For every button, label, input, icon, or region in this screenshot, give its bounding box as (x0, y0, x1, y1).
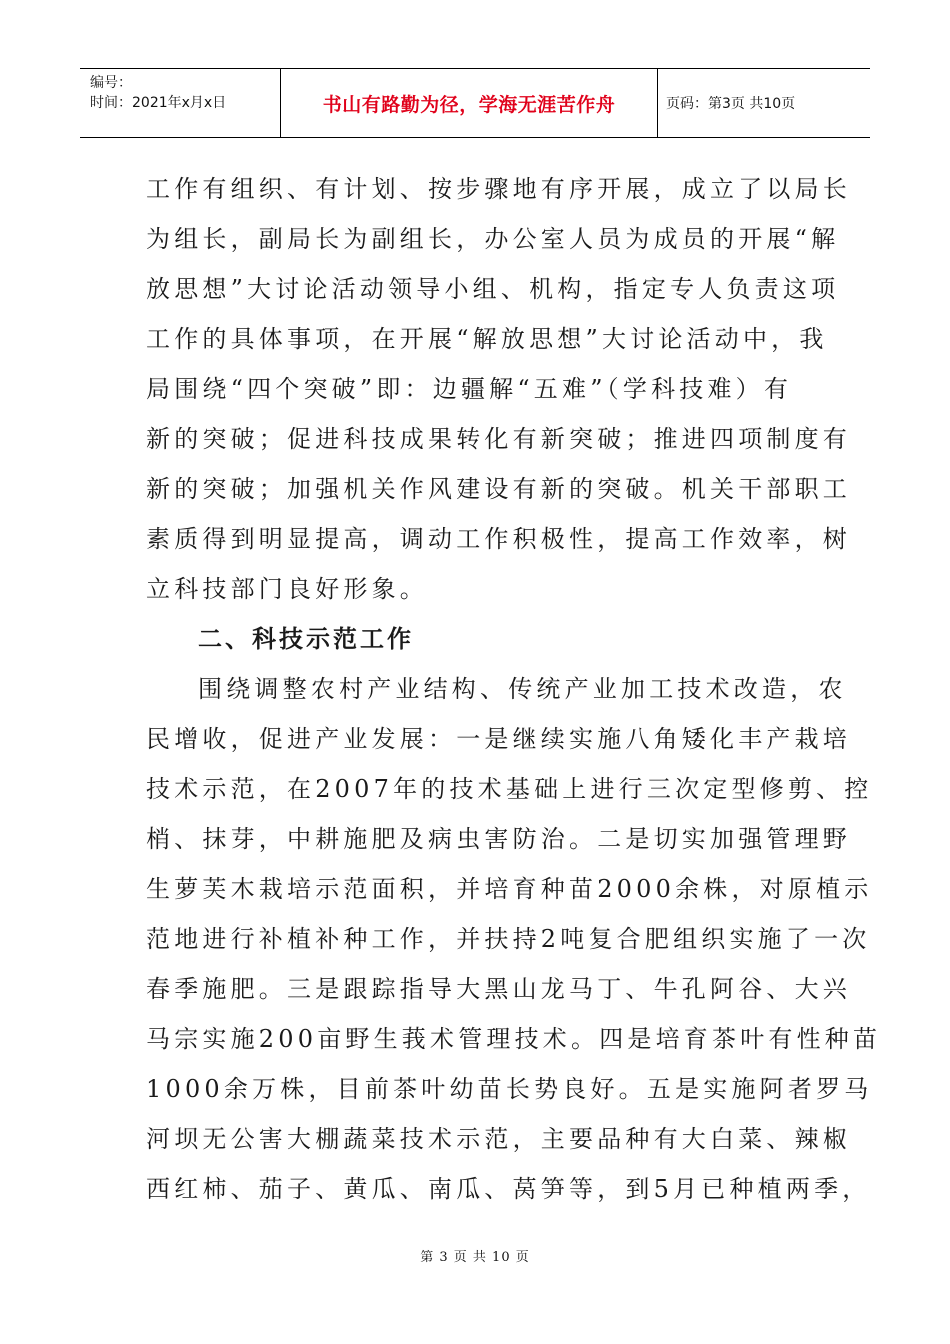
paragraph-line: 新的突破；促进科技成果转化有新突破；推进四项制度有 (146, 425, 851, 453)
paragraph-line: 1000余万株，目前茶叶幼苗长势良好。五是实施阿者罗马 (146, 1075, 873, 1103)
paragraph-line: 素质得到明显提高，调动工作积极性，提高工作效率，树 (146, 525, 851, 553)
paragraph-line: 局围绕“四个突破”即：边疆解“五难”（学科技难）有 (146, 375, 793, 403)
number-label: 编号： (90, 75, 132, 91)
paragraph-line: 河坝无公害大棚蔬菜技术示范，主要品种有大白菜、辣椒 (146, 1125, 851, 1153)
time-label: 时间：2021年x月x日 (90, 95, 227, 111)
paragraph-line: 生萝芙木栽培示范面积，并培育种苗2000余株，对原植示 (146, 875, 873, 903)
paragraph-line: 为组长，副局长为副组长，办公室人员为成员的开展“解 (146, 225, 840, 253)
paragraph-line: 春季施肥。三是跟踪指导大黑山龙马丁、牛孔阿谷、大兴 (146, 975, 851, 1003)
paragraph-line: 围绕调整农村产业结构、传统产业加工技术改造，农 (198, 675, 847, 703)
paragraph-line: 放思想”大讨论活动领导小组、机构，指定专人负责这项 (146, 275, 840, 303)
section-heading: 二、科技示范工作 (198, 625, 414, 653)
paragraph-line: 民增收，促进产业发展：一是继续实施八角矮化丰产栽培 (146, 725, 851, 753)
paragraph-line: 西红柿、茄子、黄瓜、南瓜、莴笋等，到5月已种植两季， (146, 1175, 871, 1203)
document-body (146, 164, 882, 1214)
paragraph-line: 技术示范，在2007年的技术基础上进行三次定型修剪、控 (146, 775, 873, 803)
header-motto: 书山有路勤为径，学海无涯苦作舟 (281, 69, 658, 137)
paragraph-line: 梢、抹芽，中耕施肥及病虫害防治。二是切实加强管理野 (146, 825, 851, 853)
header-page-info: 页码：第3页 共10页 (666, 96, 796, 112)
paragraph-line: 工作有组织、有计划、按步骤地有序开展，成立了以局长 (146, 175, 851, 203)
paragraph-line: 马宗实施200亩野生莪术管理技术。四是培育茶叶有性种苗 (146, 1025, 882, 1053)
page-footer: 第 3 页 共 10 页 (420, 1250, 530, 1265)
paragraph-line: 工作的具体事项，在开展“解放思想”大讨论活动中，我 (146, 325, 828, 353)
paragraph-line: 新的突破；加强机关作风建设有新的突破。机关干部职工 (146, 475, 851, 503)
header-meta (80, 69, 281, 137)
paragraph-line: 范地进行补植补种工作，并扶持2吨复合肥组织实施了一次 (146, 925, 871, 953)
paragraph-line: 立科技部门良好形象。 (146, 575, 428, 603)
document-header (80, 68, 870, 138)
